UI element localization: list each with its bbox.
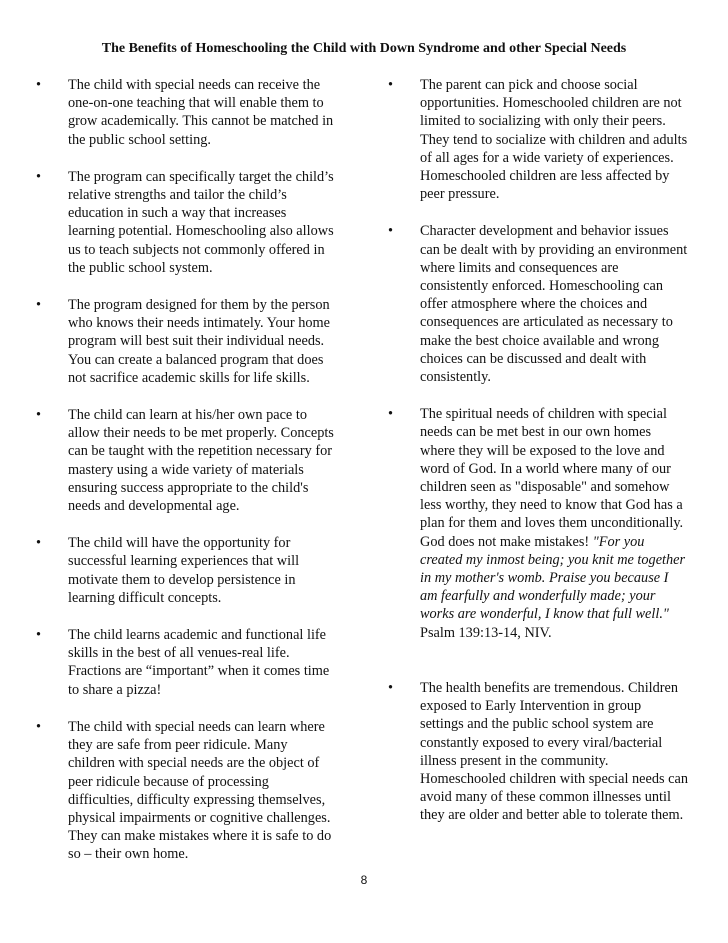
list-item-text: The program can specifically target the child’s relative strengths and tailor the child’s education in such a way that increases learning potential. Homeschooling also allows us to teach subjects not commonly offered in the public school system.	[68, 168, 334, 276]
scripture-quote: "For you created my inmost being; you knit me together in my mother's womb. Praise you because I am fearfully and wonderfully made; your works are wonderful, I know that full well."	[420, 533, 686, 623]
left-bullet-list	[36, 76, 336, 864]
scripture-citation: Psalm 139:13-14, NIV.	[420, 624, 552, 641]
list-item	[388, 405, 688, 642]
list-item-text: Character development and behavior issues can be dealt with by providing an environment where limits and consequences are consistently enforced. Homeschooling can offer atmosphere where the choices and consequences are articulated as necessary to make the best choice available and wrong choices can be discussed and dealt with consistently.	[420, 223, 688, 386]
bullet-icon: •	[36, 77, 42, 93]
list-item	[388, 222, 688, 386]
right-bullet-list	[388, 76, 688, 825]
list-item	[36, 718, 336, 864]
list-item	[36, 534, 336, 607]
list-item	[36, 626, 336, 699]
list-item-body: The spiritual needs of children with special needs can be met best in our own homes where they will be exposed to the love and word of God. In a world where many of our children seen as "disposable" and somehow less worthy, they need to know that God has a plan for them and loves them unconditionally. God does not make mistakes!	[420, 406, 684, 550]
list-item-text: The parent can pick and choose social opportunities. Homeschooled children are not limited to socializing with only their peers. They tend to socialize with children and adults of all ages for a wide variety of experiences. Homeschooled children are less affected by peer pressure.	[420, 77, 688, 203]
list-item-text: The health benefits are tremendous. Children exposed to Early Intervention in group settings and the public school system are constantly exposed to every viral/bacterial illness present in the community. Homeschooled children with special needs can avoid many of these common illnesses until they are older and better able to tolerate them.	[420, 679, 688, 824]
bullet-icon: •	[36, 627, 42, 644]
page-number: 8	[360, 873, 368, 887]
bullet-icon: •	[36, 535, 42, 552]
list-item	[36, 406, 336, 515]
bullet-icon: •	[36, 297, 42, 314]
list-item-text: The child learns academic and functional life skills in the best of all venues-real life. Fractions are “important” when it comes time to share a pizza!	[68, 627, 330, 698]
bullet-icon: •	[388, 679, 394, 696]
list-item	[36, 76, 336, 149]
bullet-icon: •	[36, 718, 42, 735]
bullet-icon: •	[388, 77, 394, 93]
bullet-icon: •	[36, 407, 42, 424]
bullet-icon: •	[388, 223, 394, 240]
list-item	[388, 679, 688, 825]
bullet-icon: •	[388, 406, 394, 423]
list-item	[388, 76, 688, 203]
list-item-text: The child will have the opportunity for successful learning experiences that will motivate them to develop persistence in learning difficult concepts.	[68, 535, 300, 606]
list-item	[36, 296, 336, 387]
list-item-text: The child can learn at his/her own pace to allow their needs to be met properly. Concepts can be taught with the repetition necessary for mastery using a wide variety of materials ensuring success appropriate to the child's needs and developmental age.	[68, 407, 334, 515]
list-item-text	[420, 405, 688, 642]
list-item-text: The child with special needs can receive the one-on-one teaching that will enable them to grow academically. This cannot be matched in the public school setting.	[68, 77, 334, 148]
page-title: The Benefits of Homeschooling the Child with Down Syndrome and other Special Needs	[101, 41, 627, 56]
bullet-icon: •	[36, 168, 42, 185]
list-item	[36, 168, 336, 277]
list-item-text: The program designed for them by the person who knows their needs intimately. Your home program will best suit their individual needs. You can create a balanced program that does not sacrifice academic skills for life skills.	[68, 297, 330, 386]
list-item-text: The child with special needs can learn where they are safe from peer ridicule. Many children with special needs are the object of peer ridicule because of processing difficulties, difficulty expressing themselves, physical impairments or cognitive challenges. They can make mistakes where it is safe to do so – their own home.	[68, 718, 332, 863]
